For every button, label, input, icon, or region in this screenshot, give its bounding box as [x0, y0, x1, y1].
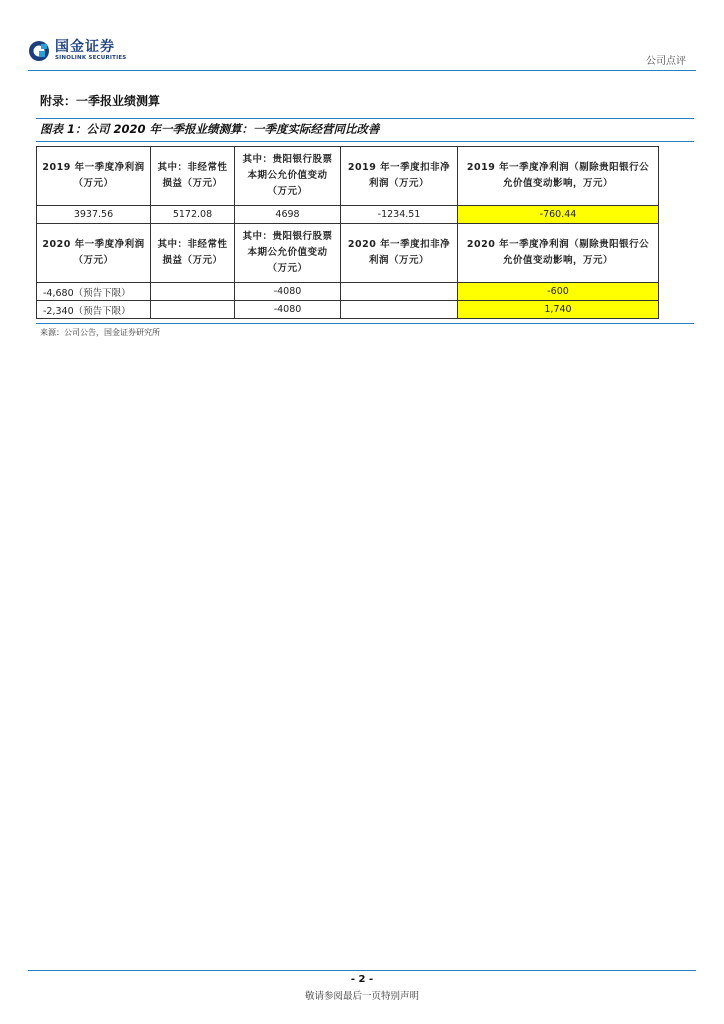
table-header-row-2019	[37, 147, 659, 206]
table-cell	[151, 283, 235, 301]
table-cell	[341, 301, 458, 319]
table-cell-highlight: -760.44	[458, 206, 659, 224]
table-header-cell: 2019 年一季度净利润（剔除贵阳银行公允价值变动影响，万元）	[458, 147, 659, 206]
footer-disclaimer: 敬请参阅最后一页特别声明	[304, 991, 419, 1002]
table-header-cell: 其中：贵阳银行股票本期公允价值变动（万元）	[235, 147, 341, 206]
table-header-cell: 其中：非经常性损益（万元）	[151, 147, 235, 206]
table-cell: -4080	[235, 283, 341, 301]
table-cell: 3937.56	[37, 206, 151, 224]
table-row	[37, 283, 659, 301]
page-header	[28, 40, 696, 70]
table-row	[37, 301, 659, 319]
figure-top-rule	[36, 118, 694, 119]
table-cell: -4,680（预告下限）	[37, 283, 151, 301]
sinolink-logo-icon	[28, 40, 50, 62]
table-header-cell: 2019 年一季度净利润（万元）	[37, 147, 151, 206]
report-type-label: 公司点评	[646, 56, 686, 67]
table-cell: -2,340（预告下限）	[37, 301, 151, 319]
logo-english-name: SINOLINK SECURITIES	[55, 55, 127, 62]
figure-title: 图表 1：公司 2020 年一季报业绩测算：一季度实际经营同比改善	[40, 122, 380, 136]
page-number: - 2 -	[350, 974, 374, 985]
table-cell-highlight: 1,740	[458, 301, 659, 319]
footer-divider	[28, 970, 696, 971]
table-cell: -4080	[235, 301, 341, 319]
figure-source: 来源：公司公告，国金证券研究所	[40, 328, 160, 337]
table-header-cell: 2020 年一季度净利润（剔除贵阳银行公允价值变动影响，万元）	[458, 224, 659, 283]
table-header-row-2020	[37, 224, 659, 283]
table-header-cell: 2019 年一季度扣非净利润（万元）	[341, 147, 458, 206]
table-cell: -1234.51	[341, 206, 458, 224]
table-cell: 4698	[235, 206, 341, 224]
table-header-cell: 其中：贵阳银行股票本期公允价值变动（万元）	[235, 224, 341, 283]
table-header-cell: 其中：非经常性损益（万元）	[151, 224, 235, 283]
table-header-cell: 2020 年一季度扣非净利润（万元）	[341, 224, 458, 283]
table-cell: 5172.08	[151, 206, 235, 224]
table-row	[37, 206, 659, 224]
figure-bottom-rule	[36, 323, 694, 324]
table-cell	[341, 283, 458, 301]
table-cell	[151, 301, 235, 319]
table-header-cell: 2020 年一季度净利润（万元）	[37, 224, 151, 283]
table-cell-highlight: -600	[458, 283, 659, 301]
earnings-table	[36, 146, 659, 319]
section-title: 附录：一季报业绩测算	[40, 94, 161, 108]
header-divider	[28, 70, 696, 71]
logo-chinese-name: 国金证券	[55, 39, 115, 56]
figure-title-rule	[36, 141, 694, 142]
company-logo	[28, 40, 126, 62]
